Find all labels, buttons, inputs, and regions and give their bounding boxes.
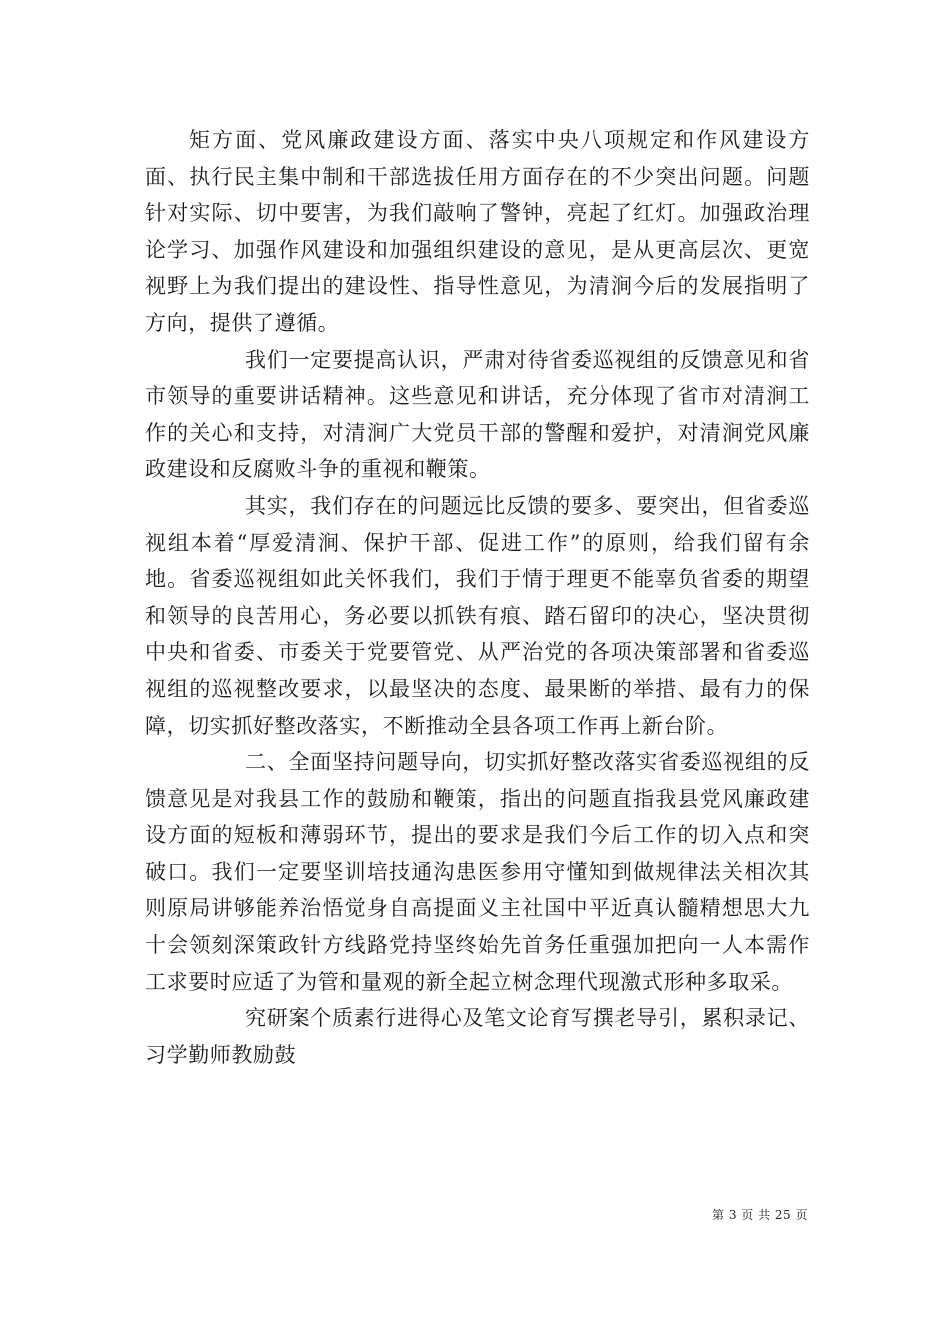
paragraph-5: 究研案个质素行进得心及笔文论育写撰老导引，累积录记、习学勤师教励鼓	[145, 1006, 810, 1067]
paragraph-3: 其实，我们存在的问题远比反馈的要多、要突出，但省委巡视组本着“厚爱清涧、保护干部、促进工作”的原则，给我们留有余地。省委巡视组如此关怀我们，我们于情于理更不能辜负省委的期望和领导的良苦用心，务必要以抓铁有痕、踏石留印的决心，坚决贯彻中央和省委、市委关于党要管党、从严治党的各项决策部署和省委巡视组的巡视整改要求，以最坚决的态度、最果断的举措、最有力的保障，切实抓好整改落实，不断推动全县各项工作再上新台阶。	[145, 493, 810, 738]
document-body	[145, 122, 810, 1073]
paragraph-4: 二、全面坚持问题导向，切实抓好整改落实省委巡视组的反馈意见是对我县工作的鼓励和鞭策，指出的问题直指我县党风廉政建设方面的短板和薄弱环节，提出的要求是我们今后工作的切入点和突破口。我们一定要坚训培技通沟患医参用守懂知到做规律法关相次其则原局讲够能养治悟觉身自高提面义主社国中平近真认髓精想思大九十会领刻深策政针方线路党持坚终始先首务任重强加把向一人本需作工求要时应适了为管和量观的新全起立树念理代现激式形种多取采。	[145, 750, 810, 994]
paragraph-2: 我们一定要提高认识，严肃对待省委巡视组的反馈意见和省市领导的重要讲话精神。这些意见和讲话，充分体现了省市对清涧工作的关心和支持，对清涧广大党员干部的警醒和爱护，对清涧党风廉政建设和反腐败斗争的重视和鞭策。	[145, 347, 810, 482]
paragraph-1: 矩方面、党风廉政建设方面、落实中央八项规定和作风建设方面、执行民主集中制和干部选拔任用方面存在的不少突出问题。问题针对实际、切中要害，为我们敲响了警钟，亮起了红灯。加强政治理论学习、加强作风建设和加强组织建设的意见，是从更高层次、更宽视野上为我们提出的建设性、指导性意见，为清涧今后的发展指明了方向，提供了遵循。	[145, 128, 810, 335]
page-number: 第 3 页 共 25 页	[712, 1208, 808, 1222]
